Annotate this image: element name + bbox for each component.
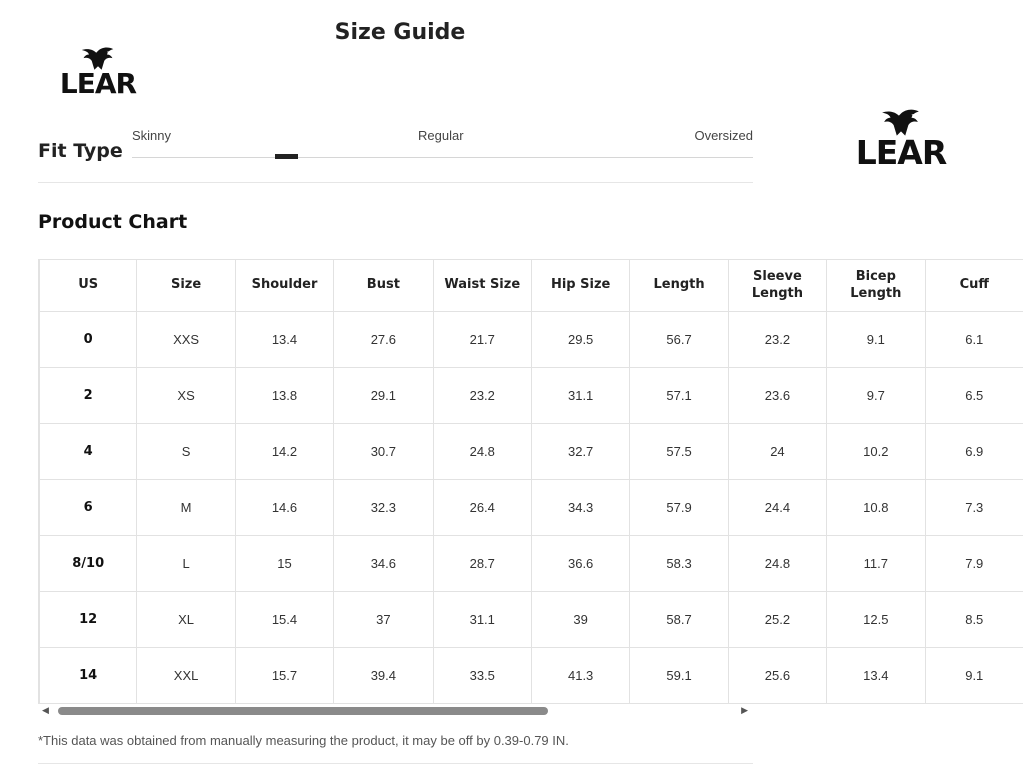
- measurement-cell: 58.3: [630, 536, 728, 592]
- size-cell: XXL: [137, 648, 235, 704]
- measurement-cell: 9.1: [827, 312, 925, 368]
- measurement-cell: 24.8: [433, 424, 531, 480]
- measurement-cell: 11.7: [827, 536, 925, 592]
- measurement-cell: 6.9: [925, 424, 1023, 480]
- us-size-cell: 6: [40, 480, 137, 536]
- measurement-note: *This data was obtained from manually measuring the product, it may be off by 0.39-0.79 IN.: [38, 733, 569, 748]
- measurement-cell: 7.9: [925, 536, 1023, 592]
- measurement-cell: 13.8: [235, 368, 333, 424]
- column-header: Cuff: [925, 260, 1023, 312]
- brand-name: LEAR: [59, 67, 137, 100]
- column-header: Bicep Length: [827, 260, 925, 312]
- measurement-cell: 21.7: [433, 312, 531, 368]
- fit-type-label: Fit Type: [38, 140, 123, 162]
- column-header: Length: [630, 260, 728, 312]
- measurement-cell: 31.1: [433, 592, 531, 648]
- measurement-cell: 29.1: [334, 368, 433, 424]
- measurement-cell: 24: [728, 424, 826, 480]
- measurement-cell: 32.3: [334, 480, 433, 536]
- measurement-cell: 15.4: [235, 592, 333, 648]
- size-table-container[interactable]: [38, 259, 1023, 704]
- size-cell: XXS: [137, 312, 235, 368]
- table-row: [40, 424, 1024, 480]
- measurement-cell: 10.2: [827, 424, 925, 480]
- measurement-cell: 7.3: [925, 480, 1023, 536]
- measurement-cell: 10.8: [827, 480, 925, 536]
- measurement-cell: 23.2: [433, 368, 531, 424]
- measurement-cell: 14.2: [235, 424, 333, 480]
- measurement-cell: 23.6: [728, 368, 826, 424]
- measurement-cell: 34.6: [334, 536, 433, 592]
- us-size-cell: 0: [40, 312, 137, 368]
- horizontal-scrollbar[interactable]: [40, 704, 750, 718]
- measurement-cell: 6.1: [925, 312, 1023, 368]
- column-header: US: [40, 260, 137, 312]
- measurement-cell: 39.4: [334, 648, 433, 704]
- measurement-cell: 29.5: [531, 312, 629, 368]
- us-size-cell: 12: [40, 592, 137, 648]
- measurement-cell: 25.6: [728, 648, 826, 704]
- measurement-cell: 15.7: [235, 648, 333, 704]
- us-size-cell: 4: [40, 424, 137, 480]
- measurement-cell: 59.1: [630, 648, 728, 704]
- us-size-cell: 8/10: [40, 536, 137, 592]
- brand-logo: [56, 46, 140, 98]
- measurement-cell: 56.7: [630, 312, 728, 368]
- measurement-cell: 8.5: [925, 592, 1023, 648]
- measurement-cell: 33.5: [433, 648, 531, 704]
- column-header: Sleeve Length: [728, 260, 826, 312]
- table-row: [40, 648, 1024, 704]
- table-row: [40, 312, 1024, 368]
- brand-name: LEAR: [855, 133, 947, 172]
- measurement-cell: 34.3: [531, 480, 629, 536]
- fit-option-regular: Regular: [418, 128, 464, 143]
- table-row: [40, 536, 1024, 592]
- fit-option-oversized: Oversized: [694, 128, 753, 143]
- measurement-cell: 12.5: [827, 592, 925, 648]
- brand-logo-large: [850, 108, 952, 172]
- table-row: [40, 592, 1024, 648]
- size-cell: XS: [137, 368, 235, 424]
- table-row: [40, 368, 1024, 424]
- measurement-cell: 14.6: [235, 480, 333, 536]
- measurement-cell: 25.2: [728, 592, 826, 648]
- measurement-cell: 6.5: [925, 368, 1023, 424]
- measurement-cell: 26.4: [433, 480, 531, 536]
- size-cell: S: [137, 424, 235, 480]
- size-cell: M: [137, 480, 235, 536]
- measurement-cell: 24.4: [728, 480, 826, 536]
- scroll-right-arrow-icon[interactable]: ▶: [741, 705, 748, 715]
- column-header: Size: [137, 260, 235, 312]
- measurement-cell: 39: [531, 592, 629, 648]
- measurement-cell: 15: [235, 536, 333, 592]
- measurement-cell: 58.7: [630, 592, 728, 648]
- measurement-cell: 37: [334, 592, 433, 648]
- column-header: Bust: [334, 260, 433, 312]
- measurement-cell: 9.7: [827, 368, 925, 424]
- size-cell: XL: [137, 592, 235, 648]
- scroll-left-arrow-icon[interactable]: ◀: [42, 705, 49, 715]
- measurement-cell: 27.6: [334, 312, 433, 368]
- divider: [38, 763, 753, 764]
- column-header: Hip Size: [531, 260, 629, 312]
- measurement-cell: 9.1: [925, 648, 1023, 704]
- measurement-cell: 28.7: [433, 536, 531, 592]
- fit-option-skinny: Skinny: [132, 128, 172, 143]
- measurement-cell: 13.4: [827, 648, 925, 704]
- size-table: [39, 259, 1023, 704]
- page-title: Size Guide: [334, 20, 466, 45]
- fit-scale-marker: [275, 154, 298, 159]
- measurement-cell: 23.2: [728, 312, 826, 368]
- measurement-cell: 32.7: [531, 424, 629, 480]
- divider: [38, 182, 753, 183]
- measurement-cell: 41.3: [531, 648, 629, 704]
- column-header: Shoulder: [235, 260, 333, 312]
- scrollbar-thumb[interactable]: [58, 707, 548, 715]
- measurement-cell: 13.4: [235, 312, 333, 368]
- measurement-cell: 36.6: [531, 536, 629, 592]
- fit-type-scale: [132, 128, 753, 162]
- measurement-cell: 57.1: [630, 368, 728, 424]
- measurement-cell: 31.1: [531, 368, 629, 424]
- size-cell: L: [137, 536, 235, 592]
- table-header-row: [40, 260, 1024, 312]
- measurement-cell: 57.9: [630, 480, 728, 536]
- measurement-cell: 24.8: [728, 536, 826, 592]
- us-size-cell: 2: [40, 368, 137, 424]
- fit-scale-track: [132, 157, 753, 158]
- measurement-cell: 30.7: [334, 424, 433, 480]
- table-row: [40, 480, 1024, 536]
- measurement-cell: 57.5: [630, 424, 728, 480]
- column-header: Waist Size: [433, 260, 531, 312]
- us-size-cell: 14: [40, 648, 137, 704]
- product-chart-title: Product Chart: [38, 211, 188, 233]
